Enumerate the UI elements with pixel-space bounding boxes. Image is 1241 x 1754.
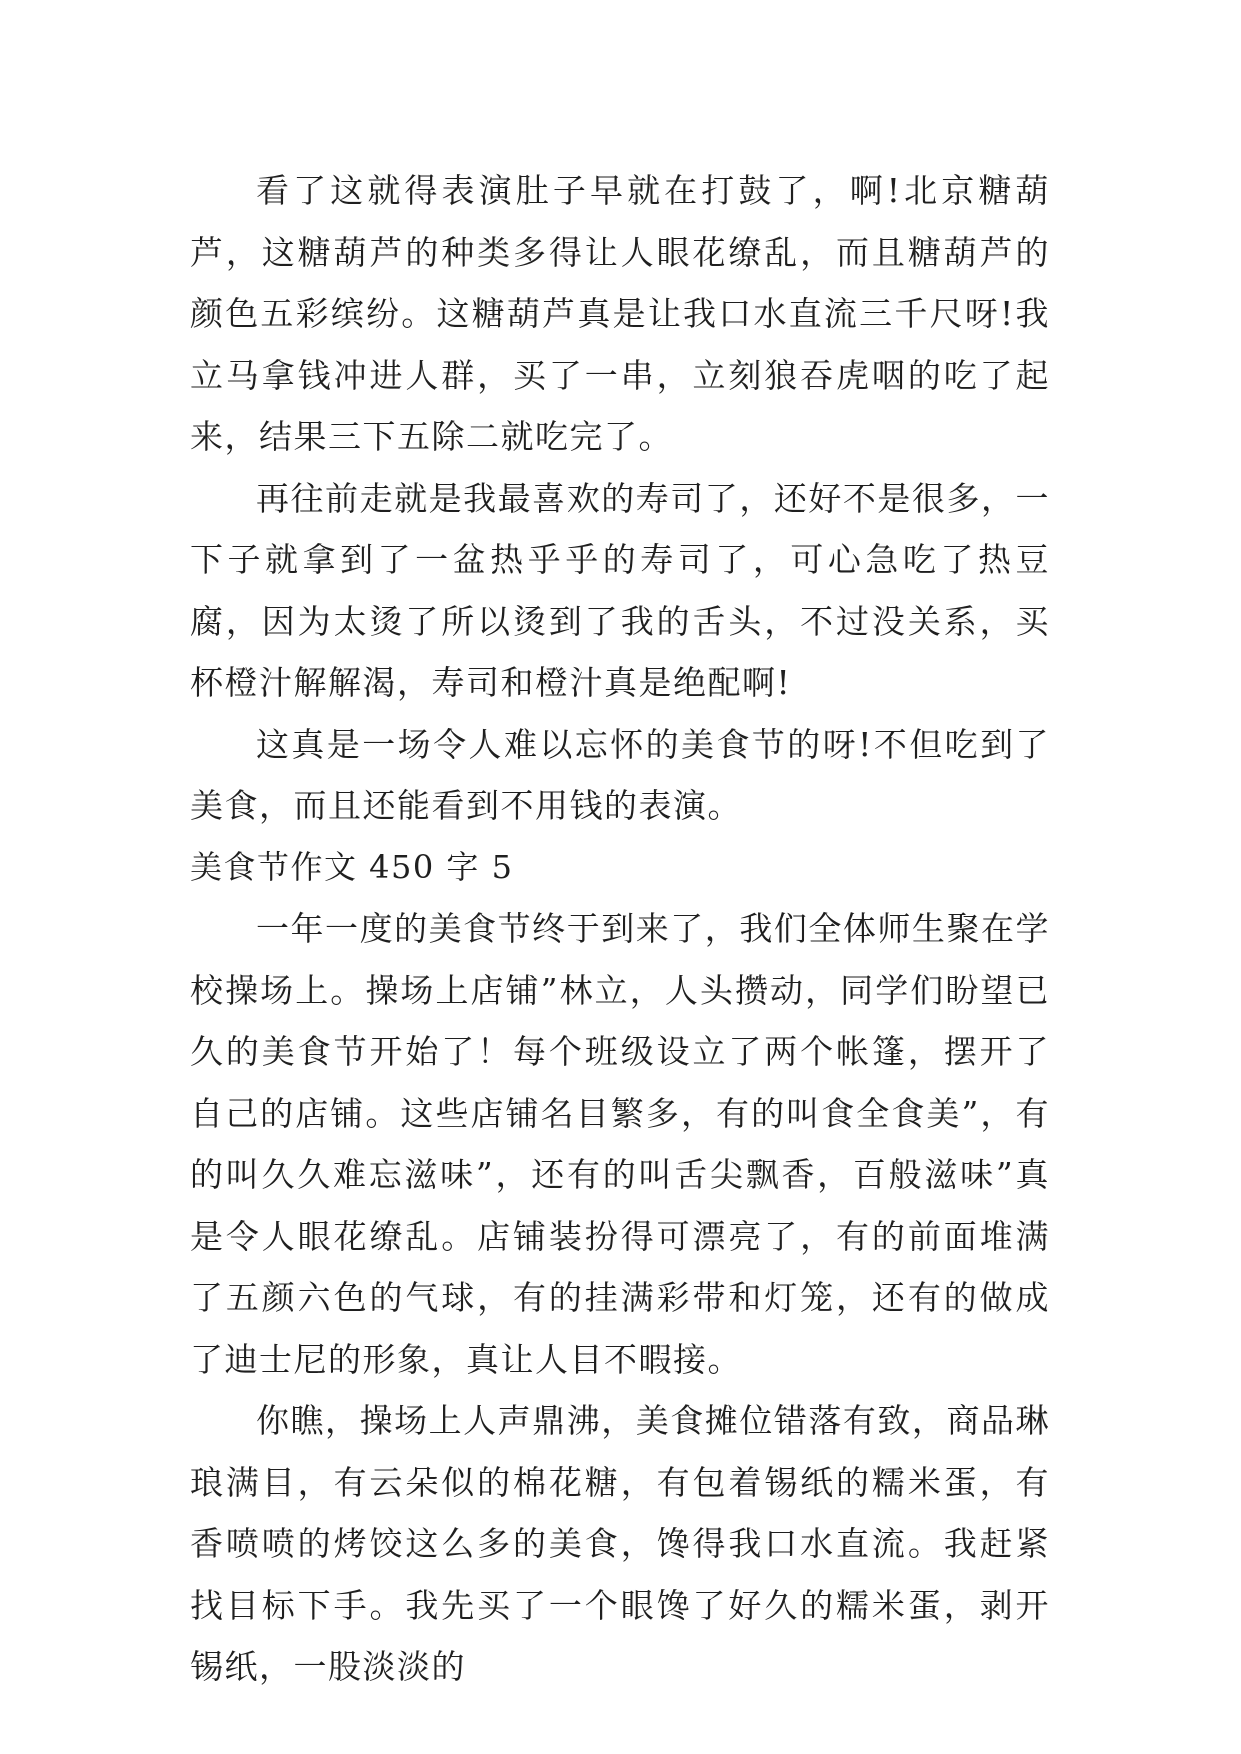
paragraph-candied-haws: 看了这就得表演肚子早就在打鼓了，啊!北京糖葫芦，这糖葫芦的种类多得让人眼花缭乱，而且糖葫芦的颜色五彩缤纷。这糖葫芦真是让我口水直流三千尺呀!我立马拿钱冲进人群，买了一串，立刻狼吞虎咽的吃了起来，结果三下五除二就吃完了。 (190, 171, 1050, 456)
paragraph-festival-intro: 一年一度的美食节终于到来了，我们全体师生聚在学校操场上。操场上店铺”林立，人头攒动，同学们盼望已久的美食节开始了！每个班级设立了两个帐篷，摆开了自己的店铺。这些店铺名目繁多，有的叫食全食美”，有的叫久久难忘滋味”，还有的叫舌尖飘香，百般滋味”真是令人眼花缭乱。店铺装扮得可漂亮了，有的前面堆满了五颜六色的气球，有的挂满彩带和灯笼，还有的做成了迪士尼的形象，真让人目不暇接。 (190, 909, 1050, 1379)
paragraph-sushi: 再往前走就是我最喜欢的寿司了，还好不是很多，一下子就拿到了一盆热乎乎的寿司了，可心急吃了热豆腐，因为太烫了所以烫到了我的舌头，不过没关系，买杯橙汁解解渴，寿司和橙汁真是绝配啊! (190, 478, 1050, 702)
paragraph-food-stalls: 你瞧，操场上人声鼎沸，美食摊位错落有致，商品琳琅满目，有云朵似的棉花糖，有包着锡纸的糯米蛋，有香喷喷的烤饺这么多的美食，馋得我口水直流。我赶紧找目标下手。我先买了一个眼馋了好久的糯米蛋，剥开锡纸，一股淡淡的 (190, 1401, 1050, 1686)
paragraph-conclusion: 这真是一场令人难以忘怀的美食节的呀!不但吃到了美食，而且还能看到不用钱的表演。 (190, 724, 1050, 825)
essay-heading: 美食节作文 450 字 5 (190, 847, 514, 886)
document-body (190, 160, 1050, 1698)
